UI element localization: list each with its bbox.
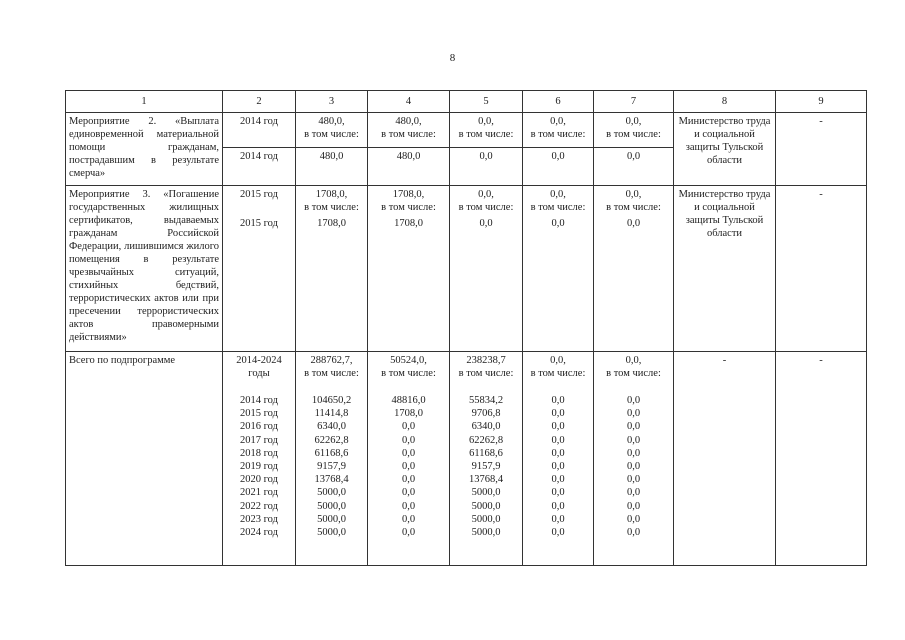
amount-cell: 480,0, в том числе: — [368, 113, 450, 148]
year-value: 6340,0 — [471, 421, 501, 433]
year-value: 9157,9 — [317, 460, 346, 472]
period-cell: 2014-2024 годы 2014 год 2015 год 2016 год 2017 год 2018 год 2019 год 2020 год 2021 год 2022 год 2023 год 2024 год — [223, 352, 296, 566]
year-value: 0,0 — [401, 460, 416, 472]
year-value: 0,0 — [401, 487, 416, 499]
header-cell: 6 — [523, 91, 594, 113]
year-label: 2014 год — [240, 395, 278, 406]
year-value: 0,0 — [551, 474, 565, 486]
year-value: 0,0 — [626, 395, 641, 406]
year-label: 2024 год — [240, 526, 278, 538]
year-value: 0,0 — [401, 500, 416, 512]
year-value: 0,0 — [401, 474, 416, 486]
year-value: 0,0 — [626, 460, 641, 472]
header-cell: 1 — [66, 91, 223, 113]
table-row — [66, 113, 867, 148]
subprogram-table — [65, 90, 867, 566]
year-value: 13768,4 — [468, 474, 504, 486]
year-value: 0,0 — [401, 434, 416, 446]
year-label: 2022 год — [240, 500, 278, 512]
amount-cell: 0,0, в том числе: 0,0 — [523, 186, 594, 352]
period-cell: 2015 год 2015 год — [223, 186, 296, 352]
year-cell: 2014 год — [223, 148, 296, 186]
table-row — [66, 186, 867, 352]
years-list — [226, 394, 292, 539]
year-value: 0,0 — [551, 500, 565, 512]
header-row — [66, 91, 867, 113]
col9-cell: - — [776, 352, 867, 566]
year-label: 2018 год — [240, 447, 278, 459]
col9-cell: - — [776, 186, 867, 352]
year-value: 0,0 — [401, 447, 416, 459]
year-value: 61168,6 — [469, 447, 503, 459]
amount-cell: 1708,0, в том числе: 1708,0 — [296, 186, 368, 352]
executor-cell: Министерство труда и социальной защиты Тульской области — [674, 113, 776, 186]
executor-cell: Министерство труда и социальной защиты Тульской области — [674, 186, 776, 352]
year-value: 6340,0 — [317, 421, 346, 433]
header-cell: 4 — [368, 91, 450, 113]
year-value: 0,0 — [551, 434, 565, 446]
year-value: 1708,0 — [394, 408, 423, 420]
header-cell: 8 — [674, 91, 776, 113]
activity-description: Мероприятие 3. «Погашение государственных жилищных сертификатов, выдаваемых гражданам Российской Федерации, лишившимся жилого помещения в результате чрезвычайных ситуаций, стихийных бедствий, террористических актов или при пресечении террористических актов правомерными действиями» — [66, 186, 223, 352]
year-value: 0,0 — [626, 474, 641, 486]
year-value: 0,0 — [626, 408, 641, 420]
year-value: 0,0 — [551, 408, 565, 420]
year-value: 11414,8 — [314, 408, 349, 420]
year-value: 62262,8 — [314, 434, 349, 446]
header-cell: 7 — [594, 91, 674, 113]
year-value: 5000,0 — [317, 513, 346, 525]
year-value: 0,0 — [626, 500, 641, 512]
year-value: 5000,0 — [317, 487, 346, 499]
amount-cell: 0,0, в том числе: — [594, 113, 674, 148]
year-value: 13768,4 — [314, 474, 349, 486]
year-value: 0,0 — [551, 526, 565, 538]
amount-cell: 0,0, в том числе: 0,0 0,0 0,0 0,0 0,0 0,0 0,0 0,0 0,0 0,0 0,0 — [523, 352, 594, 566]
amount-cell: 0,0, в том числе: 0,0 0,0 0,0 0,0 0,0 0,0 0,0 0,0 0,0 0,0 0,0 — [594, 352, 674, 566]
amount-cell: 238238,7 в том числе: 55834,2 9706,8 6340,0 62262,8 61168,6 9157,9 13768,4 5000,0 5000,0 5000,0 5000,0 — [450, 352, 523, 566]
amount-cell: 0,0, в том числе: 0,0 — [594, 186, 674, 352]
year-label: 2023 год — [240, 513, 278, 525]
amount-cell: 0,0, в том числе: — [450, 113, 523, 148]
year-value: 5000,0 — [471, 500, 501, 512]
year-value: 0,0 — [551, 487, 565, 499]
year-value: 0,0 — [551, 421, 565, 433]
year-value: 0,0 — [551, 460, 565, 472]
year-value: 5000,0 — [471, 526, 501, 538]
amount-cell: 0,0, в том числе: 0,0 — [450, 186, 523, 352]
period-cell: 2014 год — [223, 113, 296, 148]
year-value: 5000,0 — [471, 487, 501, 499]
year-value: 62262,8 — [468, 434, 504, 446]
amount-cell: 50524,0, в том числе: 48816,0 1708,0 0,0 0,0 0,0 0,0 0,0 0,0 0,0 0,0 0,0 — [368, 352, 450, 566]
year-value: 0,0 — [626, 526, 641, 538]
amount-cell: 480,0 — [296, 148, 368, 186]
year-value: 0,0 — [551, 395, 565, 406]
year-value: 48816,0 — [391, 395, 426, 406]
executor-cell: - — [674, 352, 776, 566]
total-row — [66, 352, 867, 566]
page-number: 8 — [449, 52, 456, 64]
activity-description: Мероприятие 2. «Выплата единовременной материальной помощи гражданам, пострадавшим в результате смерча» — [66, 113, 223, 186]
amount-cell: 0,0 — [594, 148, 674, 186]
amount-cell: 0,0 — [523, 148, 594, 186]
col9-cell: - — [776, 113, 867, 186]
year-label: 2017 год — [240, 434, 278, 446]
amount-cell: 480,0, в том числе: — [296, 113, 368, 148]
year-value: 5000,0 — [471, 513, 501, 525]
amount-cell: 0,0, в том числе: — [523, 113, 594, 148]
year-label: 2019 год — [240, 460, 278, 472]
amount-cell: 480,0 — [368, 148, 450, 186]
year-value: 0,0 — [626, 513, 641, 525]
total-description: Всего по подпрограмме — [66, 352, 223, 566]
year-value: 5000,0 — [317, 526, 346, 538]
year-label: 2021 год — [240, 487, 278, 499]
year-value: 0,0 — [551, 447, 565, 459]
header-cell: 3 — [296, 91, 368, 113]
amount-cell: 288762,7, в том числе: 104650,2 11414,8 6340,0 62262,8 61168,6 9157,9 13768,4 5000,0 5000,0 5000,0 5000,0 — [296, 352, 368, 566]
year-label: 2016 год — [240, 421, 278, 433]
year-value: 61168,6 — [314, 447, 349, 459]
header-cell: 5 — [450, 91, 523, 113]
year-value: 0,0 — [626, 447, 641, 459]
year-label: 2015 год — [240, 408, 278, 420]
year-value: 0,0 — [626, 421, 641, 433]
year-value: 9157,9 — [471, 460, 501, 472]
year-value: 9706,8 — [471, 408, 501, 420]
year-value: 55834,2 — [468, 395, 504, 406]
amount-cell: 0,0 — [450, 148, 523, 186]
year-value: 0,0 — [401, 421, 416, 433]
header-cell: 9 — [776, 91, 867, 113]
year-value: 5000,0 — [317, 500, 346, 512]
year-value: 0,0 — [626, 487, 641, 499]
year-value: 0,0 — [551, 513, 565, 525]
amount-cell: 1708,0, в том числе: 1708,0 — [368, 186, 450, 352]
year-label: 2020 год — [240, 474, 278, 486]
header-cell: 2 — [223, 91, 296, 113]
year-value: 0,0 — [626, 434, 641, 446]
year-value: 104650,2 — [311, 395, 352, 406]
year-value: 0,0 — [401, 526, 416, 538]
year-value: 0,0 — [401, 513, 416, 525]
